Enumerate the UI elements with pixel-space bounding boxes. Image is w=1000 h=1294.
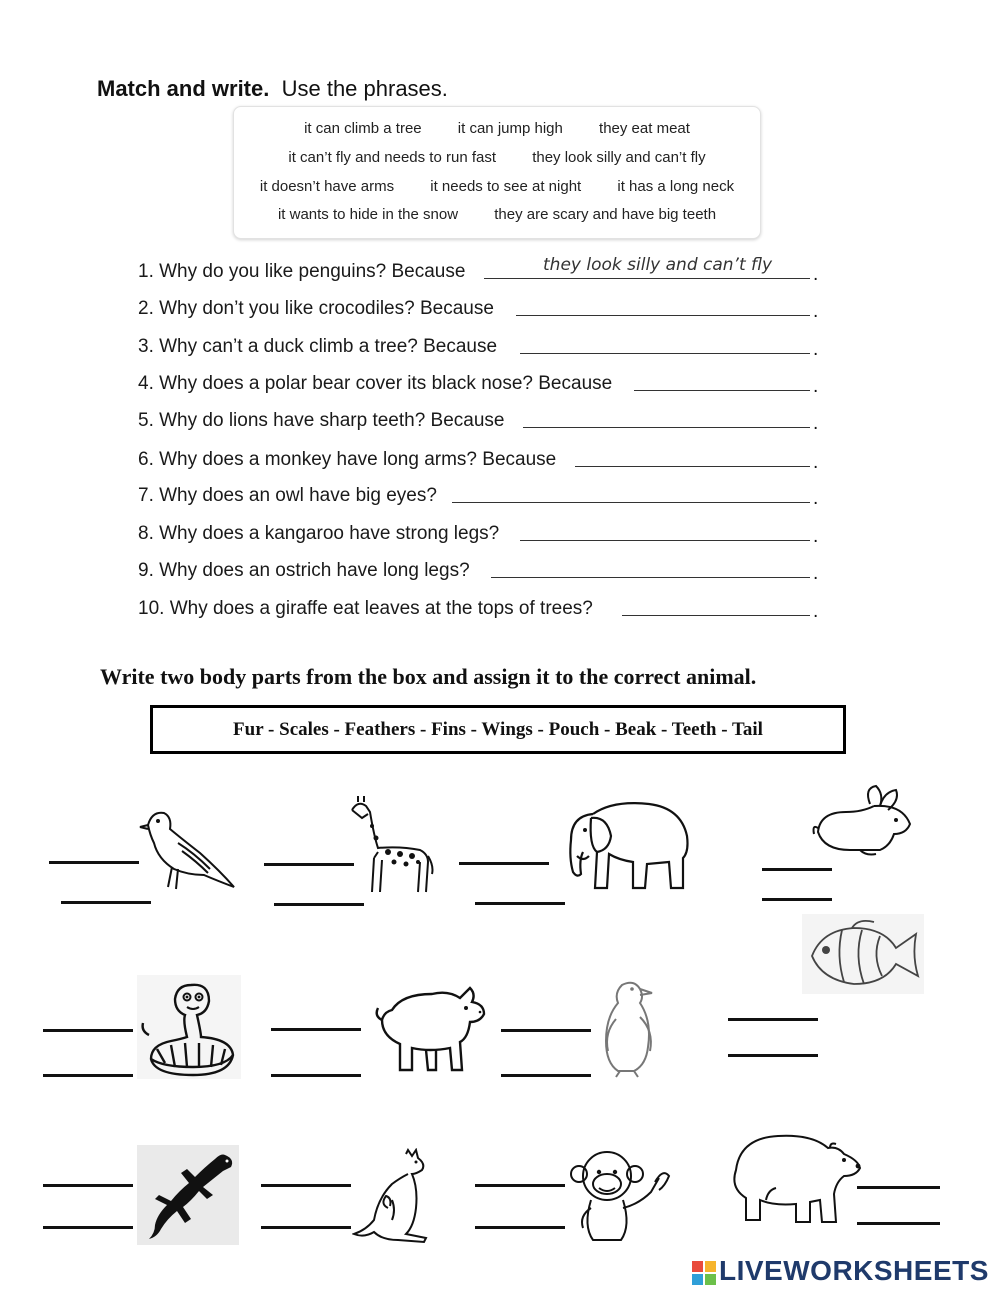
answer-blank-3[interactable] (520, 353, 810, 354)
snake-image (137, 975, 241, 1079)
monkey-image (569, 1146, 687, 1246)
title-bold: Match and write. (97, 76, 270, 101)
answer-blank-2[interactable] (516, 315, 810, 316)
period: . (813, 264, 819, 285)
period: . (813, 301, 819, 322)
liveworksheets-logo (692, 1255, 989, 1287)
write-line[interactable] (475, 1184, 565, 1187)
phrase-row (234, 120, 760, 137)
question-10: 10. Why does a giraffe eat leaves at the tops of trees? (138, 598, 593, 619)
write-line[interactable] (857, 1186, 940, 1189)
write-line[interactable] (857, 1222, 940, 1225)
write-line[interactable] (501, 1029, 591, 1032)
answer-blank-8[interactable] (520, 540, 810, 541)
logo-mark-icon (692, 1261, 716, 1285)
penguin-image (596, 977, 664, 1079)
phrase: it needs to see at night (430, 178, 582, 195)
write-line[interactable] (271, 1074, 361, 1077)
answer-blank-5[interactable] (523, 427, 810, 428)
write-line[interactable] (501, 1074, 591, 1077)
phrase-row (234, 149, 760, 166)
question-4: 4. Why does a polar bear cover its black nose? Because (138, 373, 613, 394)
write-line[interactable] (762, 898, 832, 901)
question-7: 7. Why does an owl have big eyes? (138, 485, 437, 506)
answer-1-text: they look silly and can’t fly (543, 255, 773, 275)
logo-text: LIVEWORKSHEETS (719, 1255, 989, 1286)
phrase: they eat meat (599, 120, 690, 137)
write-line[interactable] (264, 863, 354, 866)
fish-image (802, 914, 924, 994)
phrase-box (233, 106, 761, 239)
exercise2-instruction: Write two body parts from the box and assign it to the correct animal. (100, 664, 757, 689)
phrase: it has a long neck (617, 178, 735, 195)
fish-image-frame (802, 914, 924, 994)
bird-image (138, 803, 238, 895)
title-rest: Use the phrases. (281, 76, 448, 101)
giraffe-image (344, 796, 434, 896)
elephant-image (563, 796, 693, 894)
write-line[interactable] (762, 868, 832, 871)
question-9: 9. Why does an ostrich have long legs? (138, 560, 470, 581)
period: . (813, 376, 819, 397)
period: . (813, 339, 819, 360)
phrase-row (234, 178, 760, 195)
write-line[interactable] (728, 1018, 818, 1021)
write-line[interactable] (261, 1226, 351, 1229)
write-line[interactable] (43, 1074, 133, 1077)
polar-bear-image (726, 1130, 866, 1228)
write-line[interactable] (43, 1184, 133, 1187)
write-line[interactable] (459, 862, 549, 865)
phrase: it can’t fly and needs to run fast (288, 149, 497, 166)
rabbit-image (810, 784, 914, 860)
question-8: 8. Why does a kangaroo have strong legs? (138, 523, 500, 544)
period: . (813, 452, 819, 473)
write-line[interactable] (475, 902, 565, 905)
lizard-image (137, 1145, 239, 1245)
write-line[interactable] (43, 1226, 133, 1229)
answer-blank-7[interactable] (452, 502, 810, 503)
question-5: 5. Why do lions have sharp teeth? Because (138, 410, 505, 431)
phrase: it doesn’t have arms (259, 178, 395, 195)
answer-blank-4[interactable] (634, 390, 810, 391)
phrase: they look silly and can’t fly (532, 149, 706, 166)
phrase: it can climb a tree (304, 120, 422, 137)
write-line[interactable] (61, 901, 151, 904)
write-line[interactable] (274, 903, 364, 906)
answer-blank-6[interactable] (575, 466, 810, 467)
period: . (813, 526, 819, 547)
lizard-image-frame (137, 1145, 239, 1245)
kangaroo-image (352, 1148, 436, 1246)
pig-image (372, 980, 488, 1076)
write-line[interactable] (271, 1028, 361, 1031)
write-line[interactable] (49, 861, 139, 864)
answer-blank-9[interactable] (491, 577, 810, 578)
period: . (813, 413, 819, 434)
snake-image-frame (137, 975, 241, 1079)
write-line[interactable] (728, 1054, 818, 1057)
word-bank-box: Fur - Scales - Feathers - Fins - Wings - Pouch - Beak - Teeth - Tail (150, 705, 846, 754)
exercise1-title (97, 76, 448, 102)
question-6: 6. Why does a monkey have long arms? Because (138, 449, 557, 470)
phrase-row (234, 206, 760, 223)
answer-blank-10[interactable] (622, 615, 810, 616)
write-line[interactable] (475, 1226, 565, 1229)
question-2: 2. Why don’t you like crocodiles? Because (138, 298, 494, 319)
question-3: 3. Why can’t a duck climb a tree? Because (138, 336, 498, 357)
phrase: it wants to hide in the snow (277, 206, 459, 223)
question-1: 1. Why do you like penguins? Because (138, 261, 466, 282)
phrase: it can jump high (457, 120, 563, 137)
answer-blank-1[interactable] (484, 278, 810, 279)
period: . (813, 488, 819, 509)
period: . (813, 601, 819, 622)
write-line[interactable] (43, 1029, 133, 1032)
write-line[interactable] (261, 1184, 351, 1187)
period: . (813, 563, 819, 584)
phrase: they are scary and have big teeth (494, 206, 717, 223)
